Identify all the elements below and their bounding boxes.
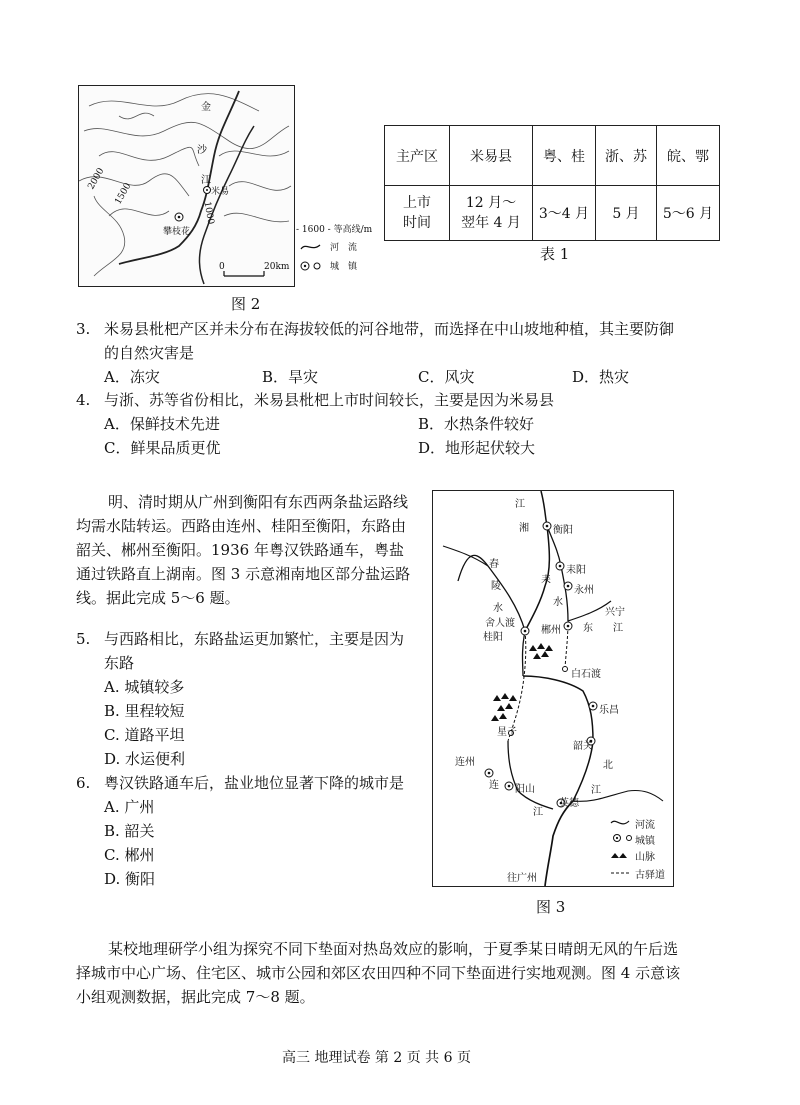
legend-town: 城 镇 xyxy=(330,262,358,272)
town-label-shaoguan: 韶关 xyxy=(573,741,593,752)
q3-option-c[interactable]: C．风灾 xyxy=(418,368,475,386)
river-label: 沙 xyxy=(197,145,207,156)
passage-salt-line: 均需水陆转运。西路由连州、桂阳至衡阳，东路由 xyxy=(76,517,407,535)
q5-option-d[interactable]: D. 水运便利 xyxy=(104,750,186,768)
contour-label: 1000 xyxy=(201,200,216,226)
miyi-town xyxy=(204,187,211,194)
q6-stem: 粤汉铁路通车后，盐业地位显著下降的城市是 xyxy=(104,774,405,792)
xiang-river xyxy=(525,491,549,631)
table-cell: 12 月～翌年 4 月 xyxy=(450,186,533,241)
figure-2-map xyxy=(78,85,295,287)
q5-option-b[interactable]: B. 里程较短 xyxy=(104,702,185,720)
contour-line xyxy=(219,151,289,156)
passage-heat-line: 某校地理研学小组为探究不同下垫面对热岛效应的影响，于夏季某日晴朗无风的午后选 xyxy=(108,940,679,958)
q3-number: 3. xyxy=(76,320,91,338)
contour-line xyxy=(109,209,169,216)
q5-stem-line2: 东路 xyxy=(104,654,135,672)
river-label: 江 xyxy=(613,623,623,634)
q4-option-c[interactable]: C．鲜果品质更优 xyxy=(104,439,221,457)
table-row xyxy=(385,186,720,241)
q4-option-a[interactable]: A．保鲜技术先进 xyxy=(104,415,220,433)
river-label: 水 xyxy=(553,597,563,608)
river-label: 江 xyxy=(515,499,525,510)
small-town-marker xyxy=(563,667,568,672)
table-cell: 5～6 月 xyxy=(657,186,720,241)
legend-river: 河流 xyxy=(635,820,655,831)
town-label-xingzi: 星子 xyxy=(497,727,517,738)
river-label: 湘 xyxy=(519,523,529,534)
legend-mountain: 山脉 xyxy=(635,852,655,863)
river-label: 江 xyxy=(533,807,543,818)
legend-town: 城镇 xyxy=(635,836,655,847)
town-label-chenzhou: 郴州 xyxy=(541,625,561,636)
legend-town-icon xyxy=(300,260,324,272)
town-label-guiyang: 桂阳 xyxy=(483,632,503,643)
passage-salt-line: 韶关、郴州至衡阳。1936 年粤汉铁路通车，粤盐 xyxy=(76,541,404,559)
scale-zero: 0 xyxy=(219,262,225,272)
table-header-row xyxy=(385,126,720,186)
passage-salt-line: 通过铁路直上湖南。图 3 示意湘南地区部分盐运路 xyxy=(76,565,411,583)
contour-line xyxy=(84,122,289,148)
table-row-label: 上市时间 xyxy=(385,186,450,241)
q5-option-a[interactable]: A. 城镇较多 xyxy=(104,678,185,696)
contour-line xyxy=(119,113,154,119)
town-label-baishidu: 白石渡 xyxy=(571,669,601,680)
town-label-xingning: 兴宁 xyxy=(605,607,625,618)
q3-option-a[interactable]: A．冻灾 xyxy=(104,368,160,386)
town-label-yangshan: 阳山 xyxy=(515,784,535,795)
river-label: 水 xyxy=(493,603,503,614)
town-label-sherendu: 舍人渡 xyxy=(485,618,515,629)
town-label-lianzhou: 连州 xyxy=(455,757,475,768)
fig2-svg xyxy=(79,86,294,286)
table-1 xyxy=(384,125,720,241)
panzhihua-town xyxy=(175,213,183,221)
contour-label: 2000 xyxy=(86,166,107,192)
town-label-to-guangzhou: 往广州 xyxy=(507,873,537,884)
town-label-leiyang: 耒阳 xyxy=(566,565,586,576)
river-label: 舂 xyxy=(489,559,499,570)
table-header-cell: 主产区 xyxy=(385,126,450,186)
table-1-caption: 表 1 xyxy=(540,245,570,263)
lian-river xyxy=(508,741,553,809)
page-footer: 高三 地理试卷 第 2 页 共 6 页 xyxy=(282,1050,471,1066)
passage-heat-line: 择城市中心广场、住宅区、城市公园和郊区农田四种不同下垫面进行实地观测。图 4 示意该 xyxy=(76,964,681,982)
town-label-yingde: 英德 xyxy=(559,798,579,809)
q4-stem: 与浙、苏等省份相比，米易县枇杷上市时间较长，主要是因为米易县 xyxy=(104,391,555,409)
q4-number: 4. xyxy=(76,391,91,409)
contour-line xyxy=(224,213,289,222)
q5-number: 5. xyxy=(76,630,91,648)
q3-option-b[interactable]: B．旱灾 xyxy=(262,368,319,386)
q3-stem-line2: 的自然灾害是 xyxy=(104,344,195,362)
figure-3-map xyxy=(432,490,674,887)
passage-salt-line: 明、清时期从广州到衡阳有东西两条盐运路线 xyxy=(108,493,409,511)
legend-river-icon xyxy=(611,821,629,824)
q6-option-a[interactable]: A. 广州 xyxy=(104,798,155,816)
river-label: 东 xyxy=(583,623,593,634)
town-label-yongzhou: 永州 xyxy=(574,585,594,596)
town-label-panzhihua: 攀枝花 xyxy=(163,227,191,237)
legend-contour: - 1600 - 等高线/m xyxy=(296,225,373,235)
figure-3-caption: 图 3 xyxy=(536,898,566,916)
contour-line xyxy=(229,182,291,191)
river-label: 江 xyxy=(201,175,211,186)
q6-number: 6. xyxy=(76,774,91,792)
figure-2-caption: 图 2 xyxy=(231,295,261,313)
contour-label: 1500 xyxy=(113,181,134,207)
river-label: 北 xyxy=(603,760,613,771)
q4-option-d[interactable]: D．地形起伏较大 xyxy=(418,439,536,457)
town-label-lechang: 乐昌 xyxy=(599,705,619,716)
legend-road: 古驿道 xyxy=(635,870,665,881)
river-label: 耒 xyxy=(541,575,551,586)
q3-option-d[interactable]: D．热灾 xyxy=(572,368,630,386)
table-header-cell: 粤、桂 xyxy=(533,126,596,186)
legend-river-icon xyxy=(300,242,322,252)
q6-option-d[interactable]: D. 衡阳 xyxy=(104,870,156,888)
jinsha-river xyxy=(119,91,239,264)
town-label-miyi: 米易 xyxy=(211,187,230,197)
scale-label: 20km xyxy=(264,262,290,272)
river-label: 金 xyxy=(201,102,211,113)
passage-salt-line: 线。据此完成 5～6 题。 xyxy=(76,589,240,607)
contour-line xyxy=(99,147,199,166)
legend-river: 河 流 xyxy=(330,243,358,253)
q3-stem-line1: 米易县枇杷产区并未分布在海拔较低的河谷地带，而选择在中山坡地种植，其主要防御 xyxy=(104,320,675,338)
q6-option-b[interactable]: B. 韶关 xyxy=(104,822,155,840)
table-header-cell: 米易县 xyxy=(450,126,533,186)
q5-option-c[interactable]: C. 道路平坦 xyxy=(104,726,185,744)
trunk-river xyxy=(545,801,573,886)
q5-stem-line1: 与西路相比，东路盐运更加繁忙，主要是因为 xyxy=(104,630,405,648)
town-label-hengyang: 衡阳 xyxy=(553,525,573,536)
table-cell: 3～4 月 xyxy=(533,186,596,241)
table-header-cell: 皖、鄂 xyxy=(657,126,720,186)
q4-option-b[interactable]: B．水热条件较好 xyxy=(418,415,535,433)
table-header-cell: 浙、苏 xyxy=(596,126,657,186)
passage-heat-line: 小组观测数据，据此完成 7～8 题。 xyxy=(76,988,315,1006)
river-label: 江 xyxy=(591,785,601,796)
table-cell: 5 月 xyxy=(596,186,657,241)
legend-mountain-icon xyxy=(611,853,627,858)
q6-option-c[interactable]: C. 郴州 xyxy=(104,846,155,864)
river-label: 陵 xyxy=(491,581,501,592)
river-label: 连 xyxy=(489,780,499,791)
